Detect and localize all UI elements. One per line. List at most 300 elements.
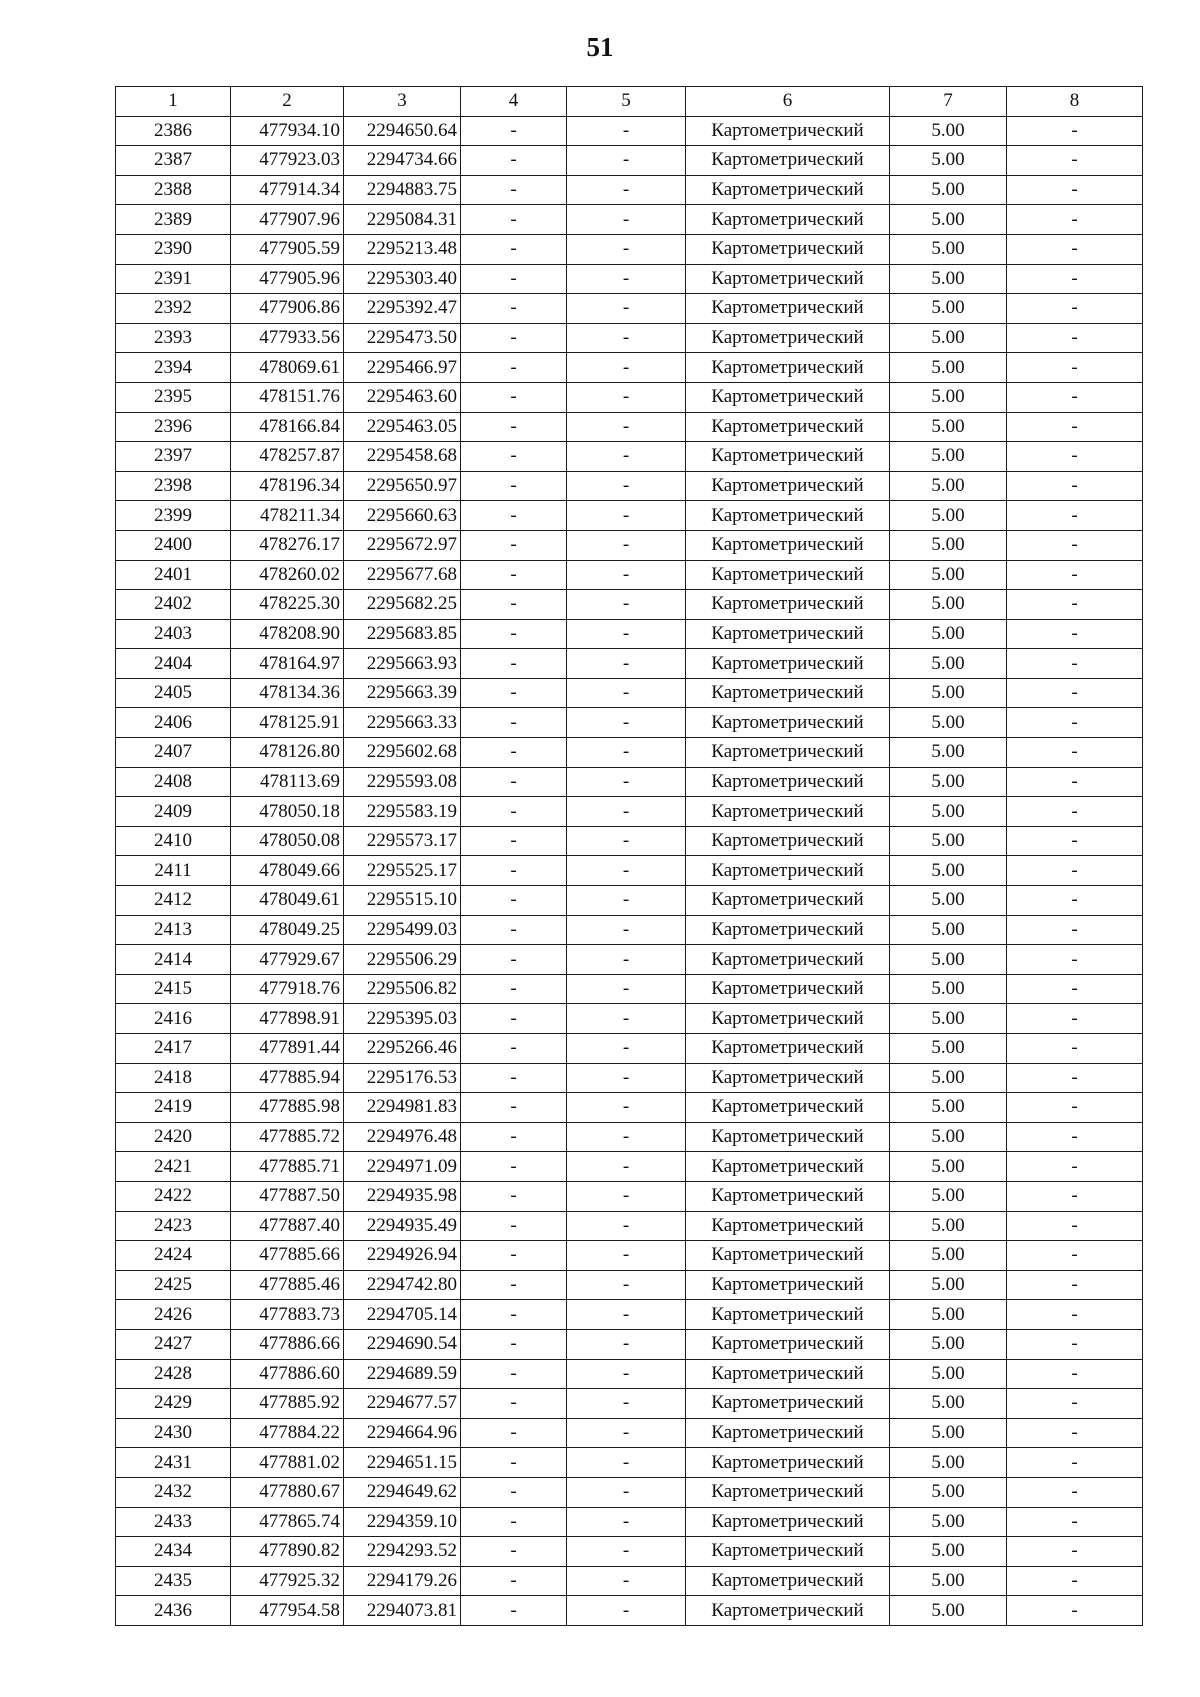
- table-cell: Картометрический: [686, 382, 890, 412]
- table-cell: 477914.34: [231, 175, 344, 205]
- table-cell: 478225.30: [231, 590, 344, 620]
- table-cell: 477918.76: [231, 974, 344, 1004]
- table-cell: -: [567, 1034, 686, 1064]
- table-cell: -: [1007, 1122, 1143, 1152]
- table-cell: -: [461, 1063, 567, 1093]
- table-cell: 2423: [116, 1211, 231, 1241]
- table-cell: -: [1007, 146, 1143, 176]
- table-cell: Картометрический: [686, 560, 890, 590]
- table-cell: Картометрический: [686, 708, 890, 738]
- table-row: [116, 1537, 1143, 1567]
- table-row: [116, 1477, 1143, 1507]
- table-cell: 2294359.10: [344, 1507, 461, 1537]
- table-row: [116, 915, 1143, 945]
- table-cell: 5.00: [890, 1537, 1007, 1567]
- table-cell: -: [1007, 974, 1143, 1004]
- table-cell: -: [461, 1418, 567, 1448]
- table-cell: -: [567, 1596, 686, 1626]
- table-cell: -: [567, 560, 686, 590]
- table-cell: 2294705.14: [344, 1300, 461, 1330]
- table-cell: Картометрический: [686, 886, 890, 916]
- table-row: [116, 1566, 1143, 1596]
- table-cell: 2409: [116, 797, 231, 827]
- table-cell: Картометрический: [686, 175, 890, 205]
- table-cell: 478050.08: [231, 826, 344, 856]
- table-cell: 2425: [116, 1270, 231, 1300]
- table-cell: -: [1007, 738, 1143, 768]
- table-cell: -: [1007, 649, 1143, 679]
- table-cell: 2295176.53: [344, 1063, 461, 1093]
- table-cell: 2294651.15: [344, 1448, 461, 1478]
- table-cell: -: [567, 738, 686, 768]
- table-cell: Картометрический: [686, 1566, 890, 1596]
- table-cell: 5.00: [890, 1596, 1007, 1626]
- table-cell: 5.00: [890, 1418, 1007, 1448]
- table-cell: 477881.02: [231, 1448, 344, 1478]
- table-cell: 478276.17: [231, 530, 344, 560]
- table-row: [116, 708, 1143, 738]
- table-cell: -: [567, 412, 686, 442]
- table-cell: -: [461, 471, 567, 501]
- table-cell: -: [1007, 294, 1143, 324]
- table-cell: 2295525.17: [344, 856, 461, 886]
- table-cell: -: [567, 1211, 686, 1241]
- table-cell: 2295466.97: [344, 353, 461, 383]
- table-cell: -: [461, 886, 567, 916]
- table-cell: 477885.71: [231, 1152, 344, 1182]
- table-cell: 2294981.83: [344, 1093, 461, 1123]
- table-cell: 478049.61: [231, 886, 344, 916]
- table-cell: -: [1007, 826, 1143, 856]
- table-cell: -: [461, 501, 567, 531]
- table-cell: 5.00: [890, 1241, 1007, 1271]
- table-row: [116, 382, 1143, 412]
- table-cell: 2295593.08: [344, 767, 461, 797]
- table-cell: 2294734.66: [344, 146, 461, 176]
- table-cell: 5.00: [890, 382, 1007, 412]
- table-cell: -: [461, 856, 567, 886]
- table-cell: -: [567, 175, 686, 205]
- table-cell: -: [1007, 382, 1143, 412]
- table-cell: -: [1007, 1418, 1143, 1448]
- table-cell: Картометрический: [686, 1507, 890, 1537]
- table-cell: 5.00: [890, 797, 1007, 827]
- table-cell: -: [461, 590, 567, 620]
- table-row: [116, 1389, 1143, 1419]
- table-cell: 478164.97: [231, 649, 344, 679]
- table-cell: -: [567, 945, 686, 975]
- table-row: [116, 1596, 1143, 1626]
- table-cell: Картометрический: [686, 590, 890, 620]
- table-cell: 2295683.85: [344, 619, 461, 649]
- column-header: 2: [231, 87, 344, 117]
- table-cell: -: [1007, 1181, 1143, 1211]
- table-cell: Картометрический: [686, 1300, 890, 1330]
- table-cell: 5.00: [890, 1448, 1007, 1478]
- table-cell: 2414: [116, 945, 231, 975]
- table-cell: -: [567, 1004, 686, 1034]
- table-cell: 477884.22: [231, 1418, 344, 1448]
- table-cell: 5.00: [890, 1181, 1007, 1211]
- table-cell: -: [1007, 560, 1143, 590]
- table-cell: Картометрический: [686, 353, 890, 383]
- table-cell: 2294664.96: [344, 1418, 461, 1448]
- table-cell: -: [567, 1448, 686, 1478]
- table-row: [116, 146, 1143, 176]
- table-row: [116, 1181, 1143, 1211]
- column-header: 3: [344, 87, 461, 117]
- table-cell: 2295395.03: [344, 1004, 461, 1034]
- table-cell: -: [461, 382, 567, 412]
- table-cell: -: [1007, 1448, 1143, 1478]
- table-cell: 2295463.60: [344, 382, 461, 412]
- table-row: [116, 1329, 1143, 1359]
- table-cell: 478166.84: [231, 412, 344, 442]
- table-cell: Картометрический: [686, 1211, 890, 1241]
- table-cell: -: [1007, 234, 1143, 264]
- table-row: [116, 886, 1143, 916]
- table-cell: 2295573.17: [344, 826, 461, 856]
- table-cell: 5.00: [890, 1389, 1007, 1419]
- table-cell: -: [461, 1566, 567, 1596]
- table-cell: 2295672.97: [344, 530, 461, 560]
- table-cell: 2294649.62: [344, 1477, 461, 1507]
- table-cell: Картометрический: [686, 1448, 890, 1478]
- table-cell: 5.00: [890, 619, 1007, 649]
- table-cell: 5.00: [890, 1093, 1007, 1123]
- table-cell: Картометрический: [686, 915, 890, 945]
- table-cell: Картометрический: [686, 1093, 890, 1123]
- table-cell: 5.00: [890, 1211, 1007, 1241]
- table-cell: 2398: [116, 471, 231, 501]
- table-cell: Картометрический: [686, 678, 890, 708]
- table-cell: -: [1007, 1270, 1143, 1300]
- table-cell: 2411: [116, 856, 231, 886]
- table-cell: 2294073.81: [344, 1596, 461, 1626]
- table-cell: 478208.90: [231, 619, 344, 649]
- table-cell: 5.00: [890, 1477, 1007, 1507]
- table-cell: 477885.98: [231, 1093, 344, 1123]
- table-cell: 477886.60: [231, 1359, 344, 1389]
- table-cell: -: [461, 1329, 567, 1359]
- table-cell: 2387: [116, 146, 231, 176]
- table-cell: Картометрический: [686, 412, 890, 442]
- table-cell: Картометрический: [686, 1270, 890, 1300]
- table-cell: -: [461, 205, 567, 235]
- table-cell: Картометрический: [686, 205, 890, 235]
- table-cell: 2295458.68: [344, 442, 461, 472]
- table-cell: 477934.10: [231, 116, 344, 146]
- table-cell: -: [1007, 116, 1143, 146]
- table-cell: 5.00: [890, 915, 1007, 945]
- table-cell: Картометрический: [686, 797, 890, 827]
- table-cell: 5.00: [890, 353, 1007, 383]
- table-cell: 2294742.80: [344, 1270, 461, 1300]
- table-cell: -: [1007, 1093, 1143, 1123]
- table-cell: 478257.87: [231, 442, 344, 472]
- table-row: [116, 767, 1143, 797]
- table-cell: Картометрический: [686, 767, 890, 797]
- table-row: [116, 1418, 1143, 1448]
- table-cell: -: [461, 116, 567, 146]
- table-cell: -: [461, 738, 567, 768]
- table-cell: 5.00: [890, 856, 1007, 886]
- table-cell: 5.00: [890, 1152, 1007, 1182]
- table-cell: 2394: [116, 353, 231, 383]
- table-cell: 2295506.82: [344, 974, 461, 1004]
- table-cell: 2389: [116, 205, 231, 235]
- table-row: [116, 1270, 1143, 1300]
- table-cell: 5.00: [890, 767, 1007, 797]
- table-cell: 2432: [116, 1477, 231, 1507]
- table-row: [116, 678, 1143, 708]
- table-cell: -: [567, 767, 686, 797]
- table-cell: -: [1007, 1507, 1143, 1537]
- table-cell: -: [567, 797, 686, 827]
- table-cell: 2430: [116, 1418, 231, 1448]
- table-cell: 477887.50: [231, 1181, 344, 1211]
- table-cell: 2397: [116, 442, 231, 472]
- table-cell: -: [1007, 1152, 1143, 1182]
- table-cell: -: [567, 501, 686, 531]
- table-cell: 2418: [116, 1063, 231, 1093]
- table-row: [116, 1122, 1143, 1152]
- table-cell: 2393: [116, 323, 231, 353]
- table-cell: -: [1007, 530, 1143, 560]
- table-cell: -: [567, 974, 686, 1004]
- table-cell: 2406: [116, 708, 231, 738]
- table-cell: 5.00: [890, 175, 1007, 205]
- table-cell: 5.00: [890, 471, 1007, 501]
- table-cell: 2294689.59: [344, 1359, 461, 1389]
- table-cell: -: [461, 560, 567, 590]
- table-cell: -: [461, 1300, 567, 1330]
- column-header: 5: [567, 87, 686, 117]
- table-cell: 477907.96: [231, 205, 344, 235]
- table-cell: -: [1007, 353, 1143, 383]
- table-cell: -: [567, 382, 686, 412]
- table-cell: -: [461, 1034, 567, 1064]
- table-cell: Картометрический: [686, 826, 890, 856]
- table-cell: 477885.66: [231, 1241, 344, 1271]
- table-cell: 477885.72: [231, 1122, 344, 1152]
- table-cell: -: [567, 294, 686, 324]
- table-cell: 478069.61: [231, 353, 344, 383]
- table-cell: -: [461, 945, 567, 975]
- table-cell: 2388: [116, 175, 231, 205]
- table-cell: 2295602.68: [344, 738, 461, 768]
- table-cell: -: [461, 974, 567, 1004]
- table-cell: 5.00: [890, 264, 1007, 294]
- table-cell: -: [1007, 1063, 1143, 1093]
- table-cell: -: [567, 886, 686, 916]
- table-cell: 2294293.52: [344, 1537, 461, 1567]
- table-cell: Картометрический: [686, 856, 890, 886]
- table-cell: -: [461, 1004, 567, 1034]
- table-cell: 2294935.49: [344, 1211, 461, 1241]
- table-cell: Картометрический: [686, 1596, 890, 1626]
- table-body: [116, 116, 1143, 1625]
- table-cell: 5.00: [890, 234, 1007, 264]
- table-cell: -: [567, 1241, 686, 1271]
- table-cell: 2434: [116, 1537, 231, 1567]
- column-header: 4: [461, 87, 567, 117]
- column-header: 6: [686, 87, 890, 117]
- table-cell: -: [567, 1507, 686, 1537]
- table-cell: 2428: [116, 1359, 231, 1389]
- table-cell: 477885.46: [231, 1270, 344, 1300]
- table-cell: -: [567, 1122, 686, 1152]
- table-cell: Картометрический: [686, 1418, 890, 1448]
- table-cell: -: [1007, 1566, 1143, 1596]
- table-row: [116, 619, 1143, 649]
- table-cell: Картометрический: [686, 1034, 890, 1064]
- table-cell: 5.00: [890, 1004, 1007, 1034]
- table-cell: 2391: [116, 264, 231, 294]
- table-cell: 2295677.68: [344, 560, 461, 590]
- table-cell: Картометрический: [686, 1241, 890, 1271]
- table-row: [116, 1241, 1143, 1271]
- table-row: [116, 234, 1143, 264]
- table-cell: Картометрический: [686, 1004, 890, 1034]
- table-cell: 477880.67: [231, 1477, 344, 1507]
- table-row: [116, 945, 1143, 975]
- table-cell: -: [567, 1389, 686, 1419]
- table-header-row: [116, 87, 1143, 117]
- table-cell: 2294935.98: [344, 1181, 461, 1211]
- table-cell: 2294650.64: [344, 116, 461, 146]
- table-cell: 5.00: [890, 708, 1007, 738]
- table-cell: 2294690.54: [344, 1329, 461, 1359]
- table-cell: 2427: [116, 1329, 231, 1359]
- table-cell: 2392: [116, 294, 231, 324]
- table-cell: -: [1007, 945, 1143, 975]
- table-cell: 2294976.48: [344, 1122, 461, 1152]
- table-cell: -: [461, 649, 567, 679]
- table-cell: -: [1007, 1211, 1143, 1241]
- table-cell: 2395: [116, 382, 231, 412]
- table-cell: 477885.92: [231, 1389, 344, 1419]
- table-row: [116, 590, 1143, 620]
- table-cell: Картометрический: [686, 1181, 890, 1211]
- table-cell: 2422: [116, 1181, 231, 1211]
- table-cell: 2295663.33: [344, 708, 461, 738]
- table-cell: 5.00: [890, 1034, 1007, 1064]
- table-cell: Картометрический: [686, 1359, 890, 1389]
- table-cell: -: [567, 1537, 686, 1567]
- table-cell: Картометрический: [686, 649, 890, 679]
- table-row: [116, 1507, 1143, 1537]
- table-cell: 478126.80: [231, 738, 344, 768]
- table-cell: 5.00: [890, 1122, 1007, 1152]
- table-row: [116, 1448, 1143, 1478]
- table-cell: 2295682.25: [344, 590, 461, 620]
- table-cell: 2419: [116, 1093, 231, 1123]
- table-cell: -: [1007, 1359, 1143, 1389]
- table-cell: -: [567, 590, 686, 620]
- table-cell: 2294883.75: [344, 175, 461, 205]
- table-row: [116, 1034, 1143, 1064]
- table-row: [116, 856, 1143, 886]
- table-cell: 2415: [116, 974, 231, 1004]
- table-row: [116, 116, 1143, 146]
- table-cell: 2410: [116, 826, 231, 856]
- table-cell: 2402: [116, 590, 231, 620]
- table-cell: 2294926.94: [344, 1241, 461, 1271]
- table-cell: -: [1007, 1034, 1143, 1064]
- table-cell: 5.00: [890, 738, 1007, 768]
- table-cell: -: [1007, 797, 1143, 827]
- table-row: [116, 826, 1143, 856]
- table-cell: -: [461, 826, 567, 856]
- table-cell: 478211.34: [231, 501, 344, 531]
- table-cell: 5.00: [890, 294, 1007, 324]
- table-row: [116, 530, 1143, 560]
- table-cell: 2412: [116, 886, 231, 916]
- table-cell: 2295213.48: [344, 234, 461, 264]
- table-cell: -: [461, 175, 567, 205]
- table-cell: -: [567, 205, 686, 235]
- table-cell: -: [1007, 1241, 1143, 1271]
- table-row: [116, 797, 1143, 827]
- table-row: [116, 1359, 1143, 1389]
- table-cell: 5.00: [890, 1359, 1007, 1389]
- table-cell: 478134.36: [231, 678, 344, 708]
- table-cell: Картометрический: [686, 442, 890, 472]
- table-cell: 2294179.26: [344, 1566, 461, 1596]
- table-cell: -: [567, 678, 686, 708]
- table-cell: -: [461, 294, 567, 324]
- table-cell: -: [1007, 678, 1143, 708]
- table-cell: 5.00: [890, 1329, 1007, 1359]
- table-cell: -: [461, 234, 567, 264]
- table-cell: -: [1007, 442, 1143, 472]
- table-cell: 5.00: [890, 1300, 1007, 1330]
- table-cell: -: [567, 708, 686, 738]
- table-cell: 2295506.29: [344, 945, 461, 975]
- table-cell: Картометрический: [686, 1329, 890, 1359]
- table-cell: 2401: [116, 560, 231, 590]
- table-cell: Картометрический: [686, 738, 890, 768]
- table-cell: -: [567, 146, 686, 176]
- table-cell: 5.00: [890, 826, 1007, 856]
- table-cell: 2435: [116, 1566, 231, 1596]
- table-cell: -: [1007, 323, 1143, 353]
- table-cell: Картометрический: [686, 945, 890, 975]
- table-cell: 2400: [116, 530, 231, 560]
- table-cell: -: [567, 1300, 686, 1330]
- table-cell: -: [461, 412, 567, 442]
- table-cell: -: [1007, 1329, 1143, 1359]
- table-cell: Картометрический: [686, 619, 890, 649]
- page-number: 51: [586, 32, 614, 62]
- table-cell: 478260.02: [231, 560, 344, 590]
- table-cell: -: [461, 1359, 567, 1389]
- table-cell: -: [567, 353, 686, 383]
- table-cell: -: [567, 1477, 686, 1507]
- table-cell: 2295515.10: [344, 886, 461, 916]
- table-cell: -: [461, 323, 567, 353]
- table-cell: 2295660.63: [344, 501, 461, 531]
- table-cell: 2295392.47: [344, 294, 461, 324]
- table-cell: 2403: [116, 619, 231, 649]
- table-cell: 2426: [116, 1300, 231, 1330]
- table-row: [116, 501, 1143, 531]
- table-cell: -: [461, 264, 567, 294]
- table-cell: -: [567, 264, 686, 294]
- table-cell: 2294971.09: [344, 1152, 461, 1182]
- table-cell: 5.00: [890, 530, 1007, 560]
